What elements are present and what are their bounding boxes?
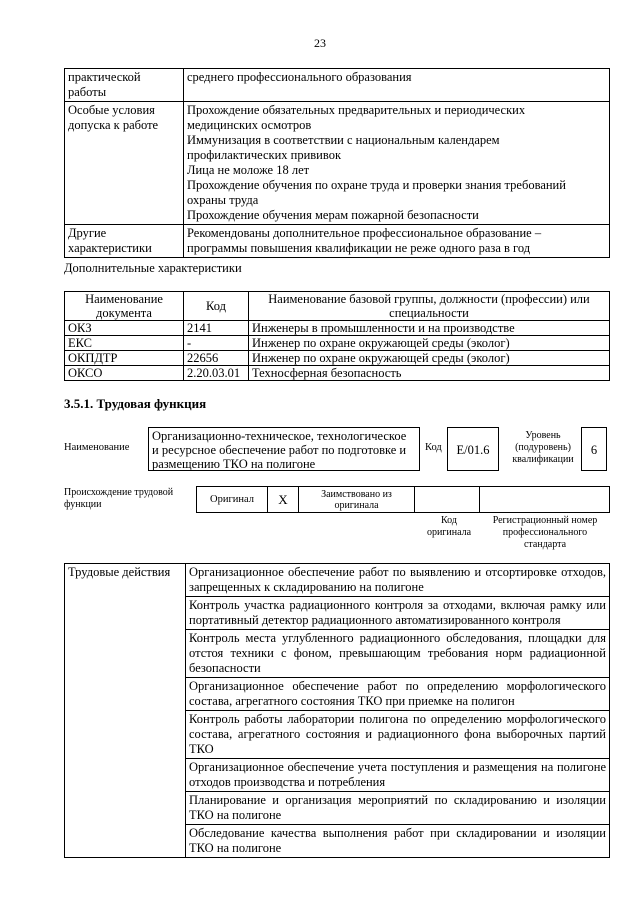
table-row (65, 225, 610, 258)
function-name-box (148, 427, 420, 471)
table-cell: ОКПДТР (65, 351, 184, 366)
table-header-row (65, 292, 610, 321)
borrowed-cell: Заимствовано из оригинала (298, 486, 415, 513)
row-value: Лица не моложе 18 лет (187, 163, 310, 177)
origin-label: Происхождение трудовой функции (64, 487, 174, 510)
column-header: Наименование документа (65, 292, 184, 321)
table-row (65, 321, 610, 336)
table-cell: Инженеры в промышленности и на производстве (249, 321, 610, 336)
table-row (65, 69, 610, 102)
registration-number-caption: Регистрационный номер профессионального стандарта (492, 515, 598, 550)
additional-characteristics-table (64, 291, 610, 381)
table-cell: ОКЗ (65, 321, 184, 336)
table-row (65, 336, 610, 351)
registration-number-cell (479, 486, 610, 513)
labor-action-item: Организационное обеспечение работ по определению морфологического состава, агрегатного состояния ТКО при приемке на полигон (186, 678, 610, 711)
row-label: работы (68, 85, 107, 99)
table-cell: 2141 (184, 321, 249, 336)
table-row (65, 564, 610, 597)
row-label: допуска к работе (68, 118, 159, 132)
function-name-label: Наименование (64, 442, 130, 453)
table-cell: ЕКС (65, 336, 184, 351)
labor-action-item: Контроль места углубленного радиационного обследования, площадки для отстоя техники с фоном, превышающим требования норм радиационной безопасности (186, 630, 610, 678)
additional-characteristics-title: Дополнительные характеристики (64, 261, 242, 275)
qualification-requirements-table (64, 68, 610, 258)
table-row (65, 366, 610, 381)
qualification-level-box: 6 (581, 427, 607, 471)
table-cell: 2.20.03.01 (184, 366, 249, 381)
labor-action-item: Планирование и организация мероприятий по складированию и изоляции ТКО на полигоне (186, 792, 610, 825)
table-cell: - (184, 336, 249, 351)
column-header: Код (184, 292, 249, 321)
row-value: Рекомендованы дополнительное профессиональное образование – (187, 226, 542, 240)
row-label: практической (68, 70, 141, 84)
table-cell: Техносферная безопасность (249, 366, 610, 381)
labor-action-item: Обследование качества выполнения работ при складировании и изоляции ТКО на полигоне (186, 825, 610, 858)
row-value: программы повышения квалификации не реже одного раза в год (187, 241, 531, 255)
labor-action-item: Организационное обеспечение работ по выявлению и отсортировке отходов, запрещенных к складированию на полигоне (186, 564, 610, 597)
section-title: 3.5.1. Трудовая функция (64, 396, 207, 411)
row-value: медицинских осмотров (187, 118, 312, 132)
row-value: Иммунизация в соответствии с национальным календарем (187, 133, 500, 147)
table-cell: ОКСО (65, 366, 184, 381)
function-code-box: E/01.6 (447, 427, 499, 471)
row-value: среднего профессионального образования (187, 70, 412, 84)
row-value: Прохождение обучения мерам пожарной безопасности (187, 208, 479, 222)
table-row (65, 102, 610, 225)
function-code-label: Код (425, 442, 442, 453)
original-code-caption: Код оригинала (426, 515, 472, 538)
labor-actions-table (64, 563, 610, 858)
qualification-level-label: Уровень (подуровень) квалификации (512, 430, 574, 465)
original-cell: Оригинал (196, 486, 268, 513)
table-row (65, 351, 610, 366)
origin-row (196, 486, 610, 513)
labor-action-item: Контроль участка радиационного контроля за отходами, включая рамку или портативный детектор радиационного автоматизированного контроля (186, 597, 610, 630)
table-cell: Инженер по охране окружающей среды (эколог) (249, 351, 610, 366)
labor-actions-label: Трудовые действия (65, 564, 186, 858)
row-value: охраны труда (187, 193, 259, 207)
row-value: профилактических прививок (187, 148, 342, 162)
row-label: Особые условия (68, 103, 155, 117)
row-label: характеристики (68, 241, 152, 255)
table-cell: 22656 (184, 351, 249, 366)
column-header: Наименование базовой группы, должности (профессии) или специальности (249, 292, 610, 321)
original-mark: X (267, 486, 299, 513)
function-name-line: размещению ТКО на полигоне (152, 457, 316, 471)
page-number: 23 (314, 36, 326, 50)
row-label: Другие (68, 226, 107, 240)
labor-action-item: Контроль работы лаборатории полигона по определению морфологического состава, агрегатного состояния и радиационного фона выборочных партий ТКО (186, 711, 610, 759)
labor-action-item: Организационное обеспечение учета поступления и размещения на полигоне отходов производства и потребления (186, 759, 610, 792)
function-name-line: и ресурсное обеспечение работ по подготовке и (152, 443, 407, 457)
function-name-line: Организационно-техническое, технологическое (152, 429, 407, 443)
row-value: Прохождение обязательных предварительных и периодических (187, 103, 526, 117)
original-code-cell (414, 486, 480, 513)
row-value: Прохождение обучения по охране труда и проверки знания требований (187, 178, 566, 192)
table-cell: Инженер по охране окружающей среды (эколог) (249, 336, 610, 351)
